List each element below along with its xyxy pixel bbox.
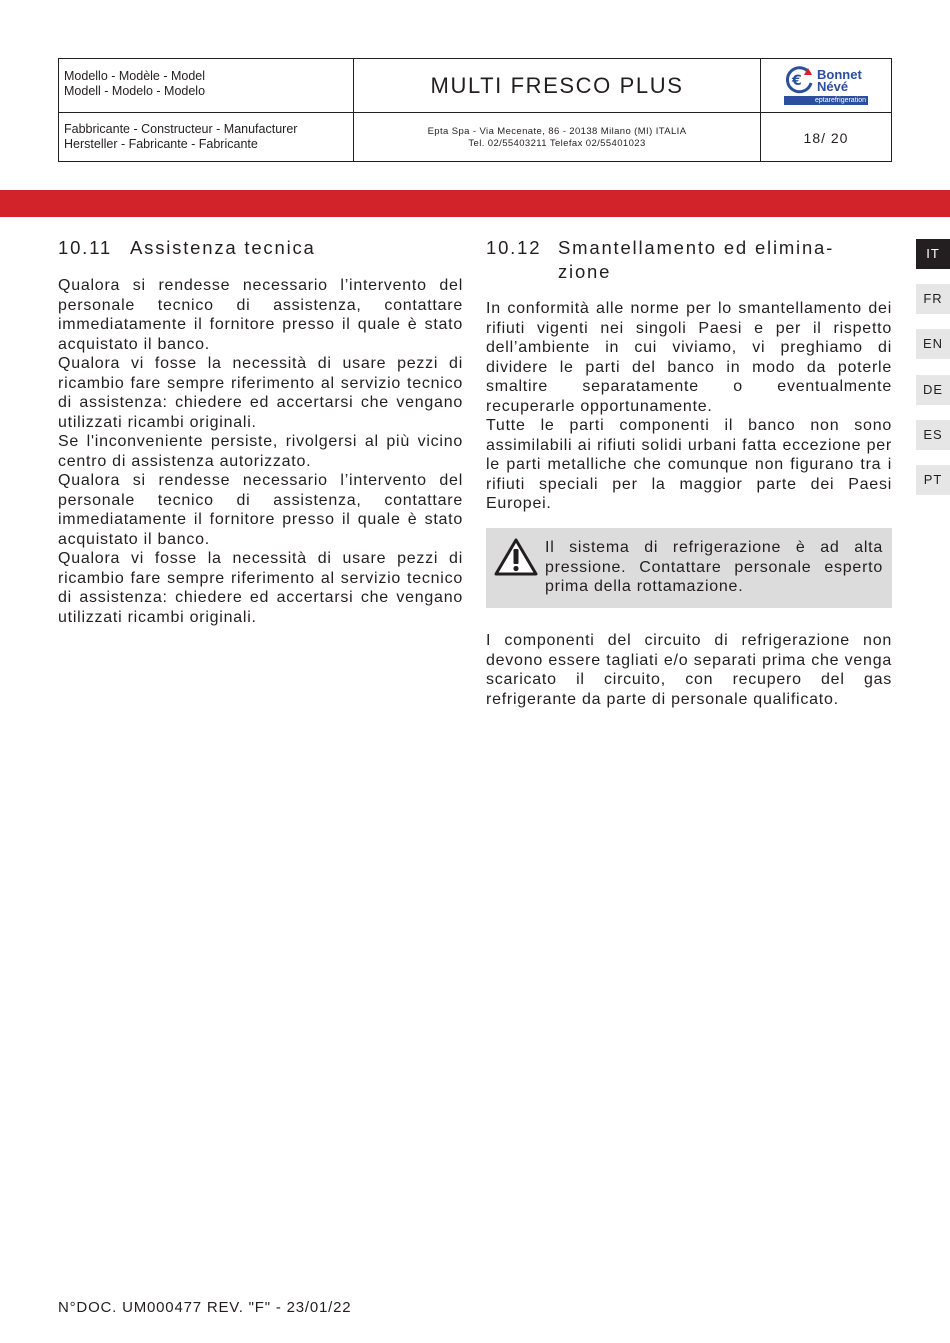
language-tab-pt[interactable]: PT	[916, 465, 950, 495]
svg-text:€: €	[792, 73, 802, 89]
paragraph: I componenti del circuito di refrigerazione non devono essere tagliati e/o separati prima che venga scaricato il circuito, con recupero del gas refrigerante da parte di personale qualificato.	[486, 632, 892, 708]
warning-triangle-icon	[494, 537, 538, 577]
document-reference: N°DOC. UM000477 REV. "F" - 23/01/22	[58, 1299, 352, 1316]
section-heading-dismantling	[486, 236, 834, 260]
section-title: Smantellamento ed elimina-	[558, 237, 835, 258]
section-number: 10.12	[486, 237, 542, 258]
section-title: Assistenza tecnica	[130, 237, 316, 258]
warning-box	[486, 528, 892, 608]
dismantling-closing	[486, 631, 892, 709]
paragraph: Qualora vi fosse la necessità di usare pezzi di ricambio fare sempre riferimento al servizio tecnico di assistenza: chiedere ed accertarsi che vengano utilizzati ricambi originali.	[58, 550, 463, 626]
paragraph: Tutte le parti componenti il banco non sono assimilabili ai rifiuti solidi urbani fatta eccezione per le parti metalliche che comunque non figurano tra i rifiuti speciali per la maggior parte dei Paesi Europei.	[486, 417, 892, 512]
language-tab-de[interactable]: DE	[916, 375, 950, 405]
model-label	[59, 69, 353, 99]
brand-logo	[784, 65, 870, 107]
warning-text: Il sistema di refrigerazione è ad alta pressione. Contattare personale esperto prima della rottamazione.	[545, 539, 883, 595]
euro-circle-arrow-icon	[784, 65, 814, 95]
logo-wordmark: Bonnet	[817, 67, 862, 82]
model-label-line: Modello - Modèle - Model	[64, 69, 206, 83]
paragraph: In conformità alle norme per lo smantellamento dei rifiuti vigenti nei singoli Paesi e per il rispetto dell’ambiente in cui viviamo, vi preghiamo di dividere le parti del banco in modo da poterle smaltire separatamente o eventualmente recuperarle opportunamente.	[486, 300, 892, 415]
model-label-line: Modell - Modelo - Modelo	[64, 84, 206, 98]
accent-band	[0, 190, 950, 217]
manufacturer-label-line: Fabbricante - Constructeur - Manufacturer	[64, 122, 298, 136]
address-line: Epta Spa - Via Mecenate, 86 - 20138 Milano (MI) ITALIA	[427, 126, 687, 137]
paragraph: Se l'inconveniente persiste, rivolgersi al più vicino centro di assistenza autorizzato.	[58, 433, 463, 470]
manufacturer-label	[59, 122, 353, 152]
paragraph: Qualora vi fosse la necessità di usare pezzi di ricambio fare sempre riferimento al servizio tecnico di assistenza: chiedere ed accertarsi che vengano utilizzati ricambi originali.	[58, 355, 463, 431]
section-heading-assistance	[58, 236, 316, 260]
paragraph: Qualora si rendesse necessario l’intervento del personale tecnico di assistenza, contattare immediatamente il fornitore presso il quale è stato acquistato il banco.	[58, 472, 463, 548]
document-header	[58, 58, 892, 162]
logo-subbrand: eptarefrigeration	[784, 96, 868, 105]
manufacturer-address	[354, 126, 760, 150]
header-divider	[59, 112, 891, 113]
page-number: 18/ 20	[803, 130, 849, 146]
language-tab-es[interactable]: ES	[916, 420, 950, 450]
language-tab-en[interactable]: EN	[916, 329, 950, 359]
address-line: Tel. 02/55403211 Telefax 02/55401023	[468, 138, 646, 149]
language-tab-it[interactable]: IT	[916, 239, 950, 269]
assistance-body	[58, 276, 463, 627]
section-number: 10.11	[58, 237, 112, 258]
paragraph: Qualora si rendesse necessario l’intervento del personale tecnico di assistenza, contattare immediatamente il fornitore presso il quale è stato acquistato il banco.	[58, 277, 463, 353]
model-name: MULTI FRESCO PLUS	[430, 73, 684, 98]
logo-wordmark: Névé	[817, 79, 849, 94]
dismantling-body	[486, 299, 892, 514]
language-tab-fr[interactable]: FR	[916, 284, 950, 314]
manufacturer-label-line: Hersteller - Fabricante - Fabricante	[64, 137, 258, 151]
section-title-continuation: zione	[558, 261, 612, 282]
